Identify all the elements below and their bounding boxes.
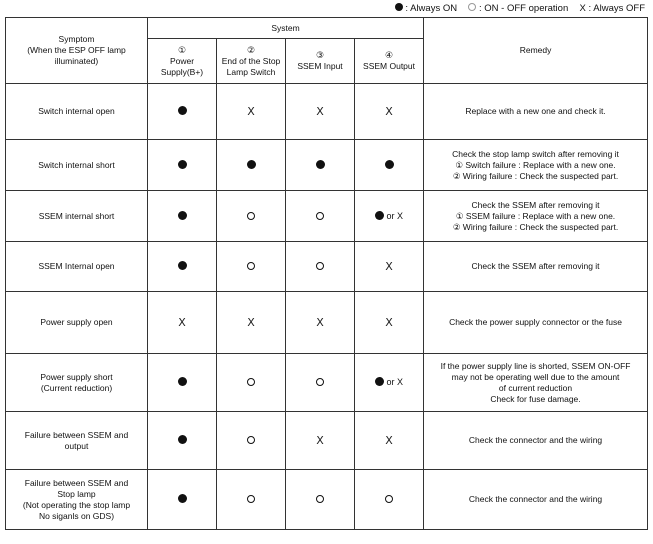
- status-cell: [355, 470, 424, 530]
- always-off-x-icon: X: [316, 104, 324, 118]
- status-cell: [217, 140, 286, 191]
- table-row: [6, 191, 648, 242]
- status-cell: [286, 140, 355, 191]
- always-off-x-icon: X: [247, 104, 255, 118]
- always-on-dot-icon: [178, 435, 187, 444]
- text-line: output: [64, 440, 89, 451]
- status-cell: [355, 140, 424, 191]
- column-number: ④: [384, 50, 394, 60]
- status-cell: [217, 470, 286, 530]
- status-cell: [217, 84, 286, 140]
- always-on-dot-icon: [178, 494, 187, 503]
- text-line: SSEM Internal open: [38, 261, 115, 271]
- status-cell: [148, 84, 217, 140]
- always-on-dot-icon: [247, 160, 256, 169]
- column-header-ssem-input: [286, 39, 355, 84]
- always-on-dot-icon: [375, 211, 384, 220]
- always-off-x-icon: X: [385, 259, 393, 273]
- remedy-cell: [424, 140, 648, 191]
- on-off-circle-icon: [316, 495, 324, 503]
- symptom-cell: [6, 412, 148, 470]
- text-line: Switch internal short: [38, 159, 115, 170]
- column-label: End of the Stop Lamp Switch: [221, 55, 281, 77]
- symptom-header-line-2: (When the ESP OFF lamp: [27, 45, 126, 55]
- status-cell: [148, 191, 217, 242]
- table-row: [6, 242, 648, 292]
- column-header-power-supply: [148, 39, 217, 84]
- on-off-circle-icon: [316, 212, 324, 220]
- header-row-system: [6, 18, 648, 39]
- on-off-circle-icon: [247, 436, 255, 444]
- remedy-cell: [424, 292, 648, 354]
- text-line: ① Switch failure : Replace with a new one.: [455, 159, 616, 170]
- column-label: SSEM Input: [297, 61, 343, 71]
- text-line: SSEM internal short: [38, 210, 115, 221]
- table-row: [6, 470, 648, 530]
- table-row: [6, 84, 648, 140]
- status-cell: [355, 242, 424, 292]
- diagnosis-table: [5, 17, 648, 530]
- always-off-x-icon: X: [316, 315, 324, 329]
- symptom-header: [6, 18, 148, 84]
- remedy-header: Remedy: [424, 18, 648, 84]
- legend-always-off-label: : Always OFF: [588, 3, 645, 14]
- status-cell: [286, 470, 355, 530]
- text-line: Failure between SSEM and: [24, 429, 129, 440]
- symptom-header-line-1: Symptom: [58, 34, 95, 44]
- status-cell: [355, 84, 424, 140]
- text-line: Switch internal open: [38, 106, 115, 116]
- always-on-dot-icon: [178, 211, 187, 220]
- text-line: Stop lamp: [57, 488, 96, 499]
- on-off-circle-icon: [316, 262, 324, 270]
- text-line: Check the connector and the wiring: [468, 494, 603, 504]
- always-off-x-icon: X: [178, 315, 186, 329]
- on-off-circle-icon: [468, 3, 476, 11]
- table-row: [6, 140, 648, 191]
- text-line: may not be operating well due to the amount: [451, 371, 620, 382]
- status-cell: [148, 354, 217, 412]
- on-off-circle-icon: [247, 378, 255, 386]
- text-line: Power supply open: [40, 317, 113, 327]
- text-line: Check for fuse damage.: [490, 393, 581, 404]
- column-label: SSEM Output: [363, 61, 415, 71]
- always-off-x-icon: X: [247, 315, 255, 329]
- text-line: (Current reduction): [40, 382, 113, 393]
- symptom-cell: [6, 354, 148, 412]
- status-cell: [286, 412, 355, 470]
- always-on-dot-icon: [395, 3, 403, 11]
- symptom-header-line-3: illuminated): [54, 56, 99, 66]
- system-header: System: [148, 18, 424, 39]
- always-off-x-icon: X: [385, 315, 393, 329]
- legend: [395, 3, 645, 15]
- always-off-x-icon: X: [385, 433, 393, 447]
- always-off-x-icon: X: [579, 3, 586, 14]
- or-x-label: or X: [384, 210, 404, 221]
- status-cell: [217, 191, 286, 242]
- status-cell: [217, 242, 286, 292]
- status-cell: [286, 292, 355, 354]
- table-body: [6, 84, 648, 530]
- always-off-x-icon: X: [385, 104, 393, 118]
- always-on-dot-icon: [178, 377, 187, 386]
- column-header-ssem-output: [355, 39, 424, 84]
- always-off-x-icon: X: [316, 433, 324, 447]
- status-cell: [286, 354, 355, 412]
- symptom-cell: [6, 292, 148, 354]
- legend-always-on-label: : Always ON: [405, 3, 458, 14]
- status-cell: [148, 242, 217, 292]
- remedy-cell: [424, 242, 648, 292]
- text-line: Check the power supply connector or the fuse: [449, 317, 622, 327]
- symptom-cell: [6, 140, 148, 191]
- column-number: ②: [246, 44, 256, 55]
- text-line: No siganls on GDS): [38, 510, 115, 521]
- text-line: Check the SSEM after removing it: [471, 261, 600, 271]
- column-label: Power Supply(B+): [160, 55, 204, 77]
- status-cell: [148, 140, 217, 191]
- text-line: (Not operating the stop lamp: [22, 499, 131, 510]
- on-or-off-mark: [375, 377, 403, 388]
- always-on-dot-icon: [178, 160, 187, 169]
- remedy-cell: [424, 470, 648, 530]
- always-on-dot-icon: [375, 377, 384, 386]
- table-row: [6, 412, 648, 470]
- status-cell: [355, 191, 424, 242]
- text-line: ① SSEM failure : Replace with a new one.: [455, 210, 616, 221]
- remedy-cell: [424, 191, 648, 242]
- symptom-cell: [6, 84, 148, 140]
- status-cell: [148, 470, 217, 530]
- status-cell: [286, 191, 355, 242]
- column-number: ③: [315, 50, 325, 60]
- status-cell: [217, 412, 286, 470]
- column-header-stop-lamp-switch: [217, 39, 286, 84]
- table-row: [6, 354, 648, 412]
- legend-on-off-label: : ON - OFF operation: [479, 3, 569, 14]
- on-off-circle-icon: [316, 378, 324, 386]
- status-cell: [148, 292, 217, 354]
- on-off-circle-icon: [247, 212, 255, 220]
- remedy-cell: [424, 412, 648, 470]
- remedy-cell: [424, 84, 648, 140]
- status-cell: [355, 292, 424, 354]
- text-line: Check the connector and the wiring: [468, 435, 603, 445]
- symptom-cell: [6, 242, 148, 292]
- text-line: ② Wiring failure : Check the suspected part.: [452, 221, 619, 232]
- or-x-label: or X: [384, 377, 404, 387]
- on-off-circle-icon: [247, 495, 255, 503]
- always-on-dot-icon: [178, 261, 187, 270]
- always-on-dot-icon: [385, 160, 394, 169]
- always-on-dot-icon: [316, 160, 325, 169]
- symptom-cell: [6, 191, 148, 242]
- status-cell: [286, 84, 355, 140]
- on-off-circle-icon: [247, 262, 255, 270]
- text-line: of current reduction: [498, 382, 573, 393]
- text-line: If the power supply line is shorted, SSEM ON-OFF: [440, 360, 631, 371]
- status-cell: [355, 412, 424, 470]
- text-line: ② Wiring failure : Check the suspected part.: [452, 170, 619, 181]
- text-line: Power supply short: [40, 371, 113, 382]
- status-cell: [217, 292, 286, 354]
- table-row: [6, 292, 648, 354]
- remedy-cell: [424, 354, 648, 412]
- status-cell: [217, 354, 286, 412]
- text-line: Replace with a new one and check it.: [465, 106, 606, 116]
- status-cell: [148, 412, 217, 470]
- on-off-circle-icon: [385, 495, 393, 503]
- always-on-dot-icon: [178, 106, 187, 115]
- status-cell: [355, 354, 424, 412]
- text-line: Failure between SSEM and: [24, 477, 129, 488]
- text-line: Check the stop lamp switch after removing it: [452, 148, 619, 159]
- column-number: ①: [177, 44, 187, 55]
- status-cell: [286, 242, 355, 292]
- text-line: Check the SSEM after removing it: [471, 199, 600, 210]
- symptom-cell: [6, 470, 148, 530]
- on-or-off-mark: [375, 211, 403, 222]
